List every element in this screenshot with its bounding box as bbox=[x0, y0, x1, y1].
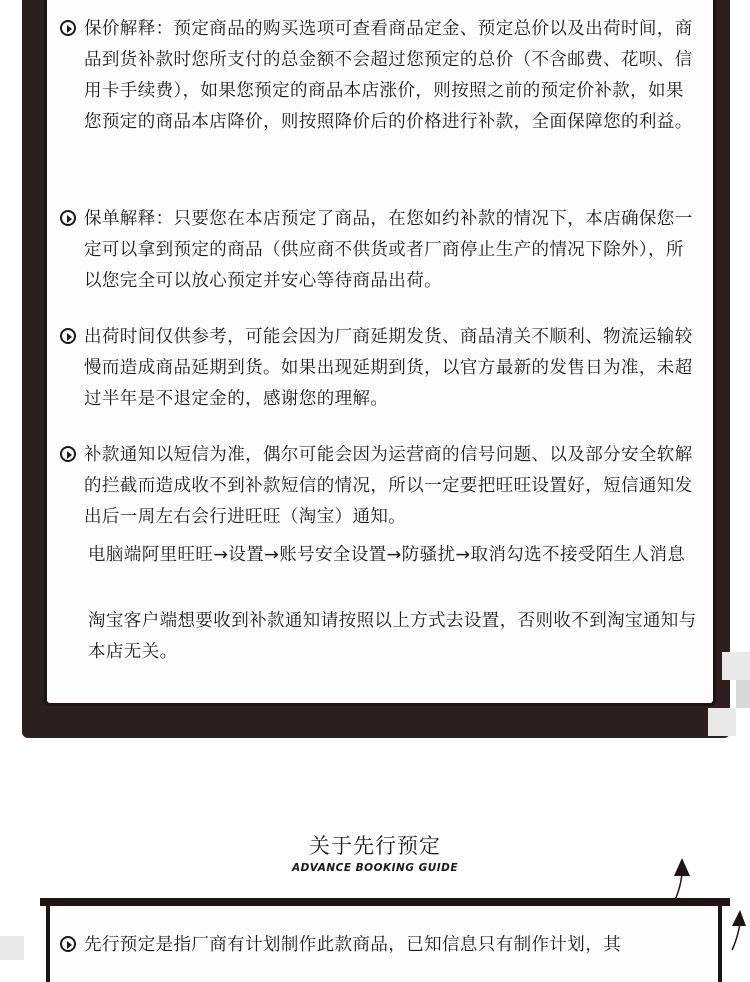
item-text: 保价解释：预定商品的购买选项可查看商品定金、预定总价以及出荷时间，商品到货补款时您所支付的总金额不会超过您预定的总价（不含邮费、花呗、信用卡手续费），如果您预定的商品本店涨价，则按照之前的预定价补款，如果您预定的商品本店降价，则按照降价后的价格进行补款，全面保障您的利益。 bbox=[84, 19, 693, 132]
list-item bbox=[58, 14, 698, 138]
play-circle-icon bbox=[60, 328, 76, 344]
play-circle-icon bbox=[60, 446, 76, 462]
section-subtitle: ADVANCE BOOKING GUIDE bbox=[291, 862, 459, 874]
deco-square bbox=[722, 652, 750, 680]
item-text: 出荷时间仅供参考，可能会因为厂商延期发货、商品清关不顺利、物流运输较慢而造成商品延期到货。如果出现延期到货，以官方最新的发售日为准，未超过半年是不退定金的，感谢您的理解。 bbox=[84, 327, 693, 409]
item-text: 先行预定是指厂商有计划制作此款商品，已知信息只有制作计划，其 bbox=[84, 935, 621, 955]
play-circle-icon bbox=[60, 20, 76, 36]
list-item bbox=[58, 204, 698, 297]
list-item bbox=[58, 930, 698, 961]
note-text: 电脑端阿里旺旺→设置→账号安全设置→防骚扰→取消勾选不接受陌生人消息 bbox=[88, 545, 686, 565]
item-text: 保单解释：只要您在本店预定了商品，在您如约补款的情况下，本店确保您一定可以拿到预定的商品（供应商不供货或者厂商停止生产的情况下除外），所以您完全可以放心预定并安心等待商品出荷。 bbox=[84, 209, 693, 291]
play-circle-icon bbox=[60, 210, 76, 226]
list-item bbox=[58, 322, 698, 415]
deco-square bbox=[736, 680, 750, 708]
deco-square bbox=[0, 936, 24, 960]
item-text: 补款通知以短信为准，偶尔可能会因为运营商的信号问题、以及部分安全软解的拦截而造成收不到补款短信的情况，所以一定要把旺旺设置好，短信通知发出后一周左右会行进旺旺（淘宝）通知。 bbox=[84, 445, 693, 527]
note-text: 淘宝客户端想要收到补款通知请按照以上方式去设置，否则收不到淘宝通知与本店无关。 bbox=[88, 611, 697, 662]
deco-square bbox=[708, 708, 736, 736]
play-circle-icon bbox=[60, 936, 76, 952]
section-title: 关于先行预定 bbox=[309, 834, 441, 858]
list-item bbox=[58, 440, 698, 533]
